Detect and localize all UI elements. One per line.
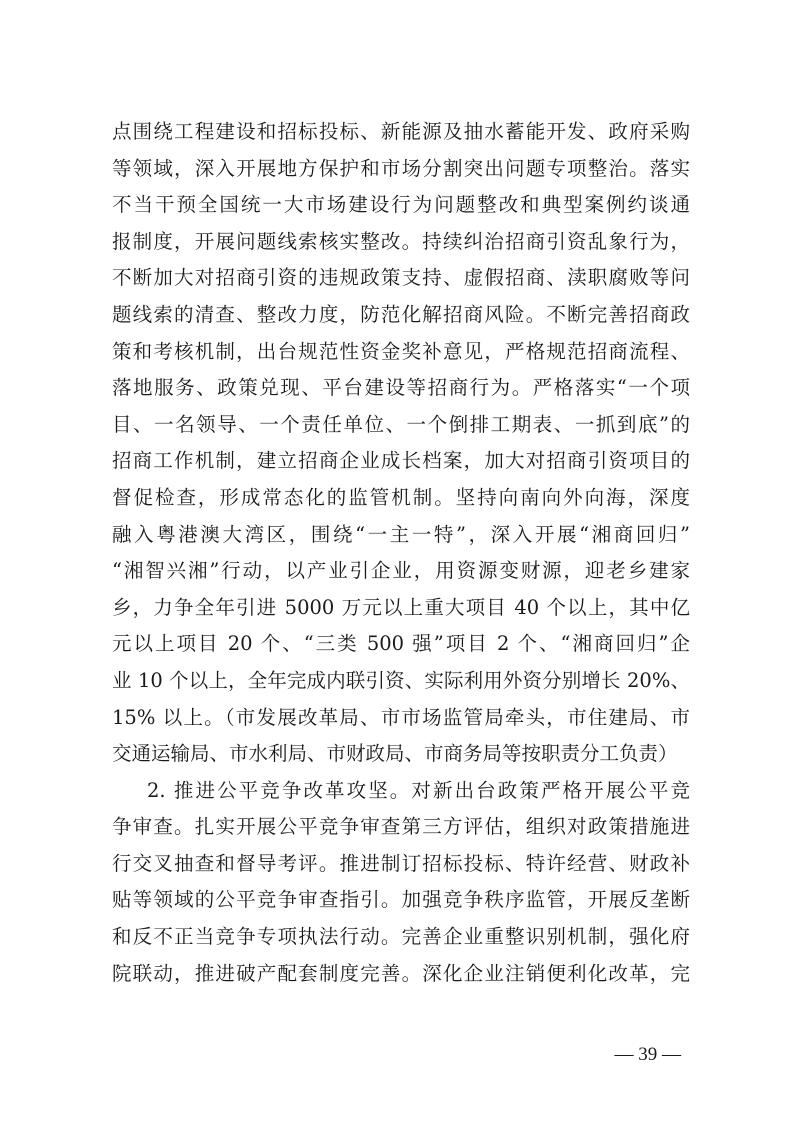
text-line: 院联动，推进破产配套制度完善。深化企业注销便利化改革，完 [112, 961, 690, 985]
text-line: 落地服务、政策兑现、平台建设等招商行为。严格落实“一个项 [112, 376, 690, 400]
text-line: 不当干预全国统一大市场建设行为问题整改和典型案例约谈通 [112, 193, 690, 217]
text-line: 报制度，开展问题线索核实整改。持续纠治招商引资乱象行为， [112, 229, 690, 253]
page-number: — 39 — [614, 1044, 681, 1065]
text-line: 和反不正当竞争专项执法行动。完善企业重整识别机制，强化府 [112, 925, 690, 949]
text-line: 交通运输局、市水利局、市财政局、市商务局等按职责分工负责） [112, 742, 678, 766]
paragraph [112, 114, 690, 773]
text-line: 乡，力争全年引进 5000 万元以上重大项目 40 个以上，其中亿 [112, 595, 690, 619]
text-line: 融入粤港澳大湾区，围绕“一主一特”，深入开展“湘商回归” [112, 522, 690, 546]
text-line: 策和考核机制，出台规范性资金奖补意见，严格规范招商流程、 [112, 339, 690, 363]
text-line: 题线索的清查、整改力度，防范化解招商风险。不断完善招商政 [112, 302, 690, 326]
text-line: 不断加大对招商引资的违规政策支持、虚假招商、渎职腐败等问 [112, 266, 690, 290]
text-line: 点围绕工程建设和招标投标、新能源及抽水蓄能开发、政府采购 [112, 120, 690, 143]
text-line: 招商工作机制，建立招商企业成长档案，加大对招商引资项目的 [112, 449, 690, 473]
text-line: 等领域，深入开展地方保护和市场分割突出问题专项整治。落实 [112, 156, 690, 180]
text-line: 目、一名领导、一个责任单位、一个倒排工期表、一抓到底”的 [112, 412, 690, 436]
text-line: 2. 推进公平竞争改革攻坚。对新出台政策严格开展公平竞 [147, 778, 690, 802]
text-line: 元以上项目 20 个、“三类 500 强”项目 2 个、“湘商回归”企 [112, 632, 690, 656]
text-line: 行交叉抽查和督导考评。推进制订招标投标、特许经营、财政补 [112, 851, 690, 875]
body-text [112, 114, 690, 992]
paragraph [112, 773, 690, 993]
text-line: 督促检查，形成常态化的监管机制。坚持向南向外向海，深度 [112, 485, 690, 509]
text-line: “湘智兴湘”行动，以产业引企业，用资源变财源，迎老乡建家 [112, 559, 690, 583]
text-line: 业 10 个以上，全年完成内联引资、实际利用外资分别增长 20%、 [112, 668, 690, 692]
text-line: 贴等领域的公平竞争审查指引。加强竞争秩序监管，开展反垄断 [112, 888, 690, 912]
text-line: 15% 以上。（市发展改革局、市市场监管局牵头，市住建局、市 [112, 705, 690, 729]
text-line: 争审查。扎实开展公平竞争审查第三方评估，组织对政策措施进 [112, 815, 690, 839]
